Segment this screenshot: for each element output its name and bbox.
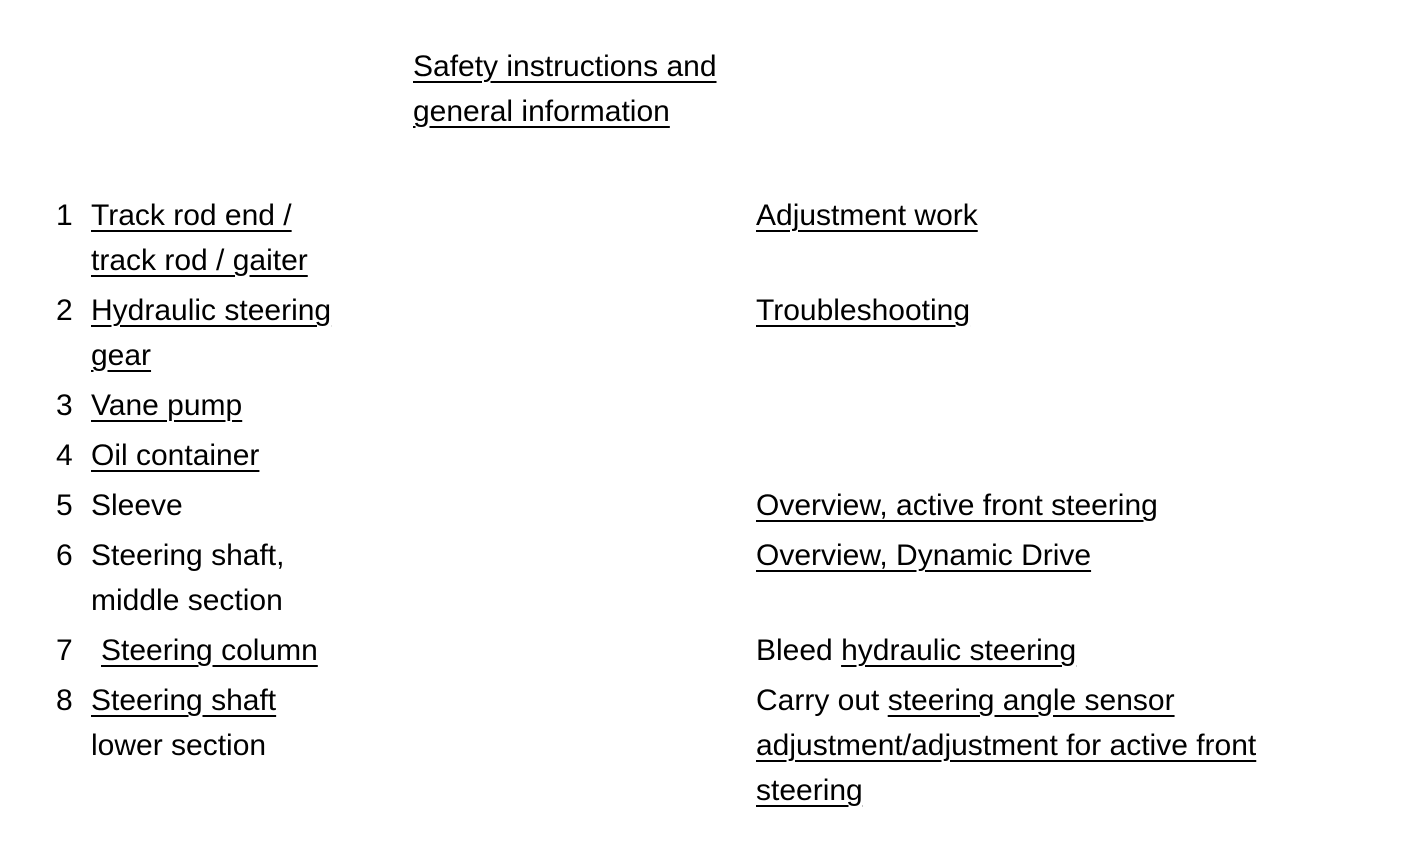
adjustment-work-item[interactable] bbox=[756, 193, 978, 238]
steering-angle-sensor-link-line1[interactable]: steering angle sensor bbox=[887, 684, 1175, 717]
item-number: 5 bbox=[56, 489, 73, 522]
overview-active-front-steering-link[interactable]: Overview, active front steering bbox=[756, 489, 1158, 522]
steering-angle-sensor-link-line2[interactable]: adjustment/adjustment for active front bbox=[756, 729, 1257, 762]
troubleshooting-item[interactable] bbox=[756, 288, 970, 333]
bleed-prefix: Bleed bbox=[756, 634, 842, 667]
sleeve-label: Sleeve bbox=[91, 489, 183, 522]
item-number: 3 bbox=[56, 389, 73, 422]
vane-pump-link[interactable]: Vane pump bbox=[91, 389, 243, 422]
list-item-hydraulic-steering-gear[interactable] bbox=[91, 288, 331, 378]
overview-afs-item[interactable] bbox=[756, 483, 1158, 528]
list-item-sleeve bbox=[91, 483, 183, 528]
carry-out-prefix: Carry out bbox=[756, 684, 888, 717]
steering-column-link[interactable]: Steering column bbox=[101, 634, 318, 667]
hydraulic-steering-bleed-link[interactable]: hydraulic steering bbox=[841, 634, 1077, 667]
safety-instructions-link-line2[interactable]: general information bbox=[413, 95, 670, 128]
item-number: 6 bbox=[56, 539, 73, 572]
list-item-vane-pump[interactable] bbox=[91, 383, 242, 428]
hydraulic-steering-link[interactable]: Hydraulic steering bbox=[91, 294, 332, 327]
bleed-item bbox=[756, 628, 1076, 673]
adjustment-work-link[interactable]: Adjustment work bbox=[756, 199, 978, 232]
track-rod-gaiter-link[interactable]: track rod / gaiter bbox=[91, 244, 308, 277]
track-rod-end-link[interactable]: Track rod end / bbox=[91, 199, 292, 232]
middle-section-label: middle section bbox=[91, 584, 283, 617]
steering-angle-sensor-link-line3[interactable]: steering bbox=[756, 774, 863, 807]
gear-link[interactable]: gear bbox=[91, 339, 152, 372]
carry-out-item bbox=[756, 678, 1256, 813]
item-number: 7 bbox=[56, 634, 73, 667]
list-item-steering-column[interactable] bbox=[101, 628, 318, 673]
list-item-track-rod-end[interactable] bbox=[91, 193, 308, 283]
item-number: 1 bbox=[56, 199, 73, 232]
overview-dynamic-drive-link[interactable]: Overview, Dynamic Drive bbox=[756, 539, 1092, 572]
overview-dynamic-drive-item[interactable] bbox=[756, 533, 1091, 578]
oil-container-link[interactable]: Oil container bbox=[91, 439, 260, 472]
safety-instructions-link-line1[interactable]: Safety instructions and bbox=[413, 50, 717, 83]
page-title[interactable] bbox=[413, 44, 717, 134]
lower-section-label: lower section bbox=[91, 729, 267, 762]
steering-shaft-link[interactable]: Steering shaft bbox=[91, 684, 277, 717]
item-number: 8 bbox=[56, 684, 73, 717]
list-item-oil-container[interactable] bbox=[91, 433, 259, 478]
list-item-steering-shaft-lower[interactable] bbox=[91, 678, 276, 768]
list-item-steering-shaft-middle bbox=[91, 533, 284, 623]
item-number: 2 bbox=[56, 294, 73, 327]
item-number: 4 bbox=[56, 439, 73, 472]
steering-shaft-label: Steering shaft, bbox=[91, 539, 285, 572]
troubleshooting-link[interactable]: Troubleshooting bbox=[756, 294, 971, 327]
